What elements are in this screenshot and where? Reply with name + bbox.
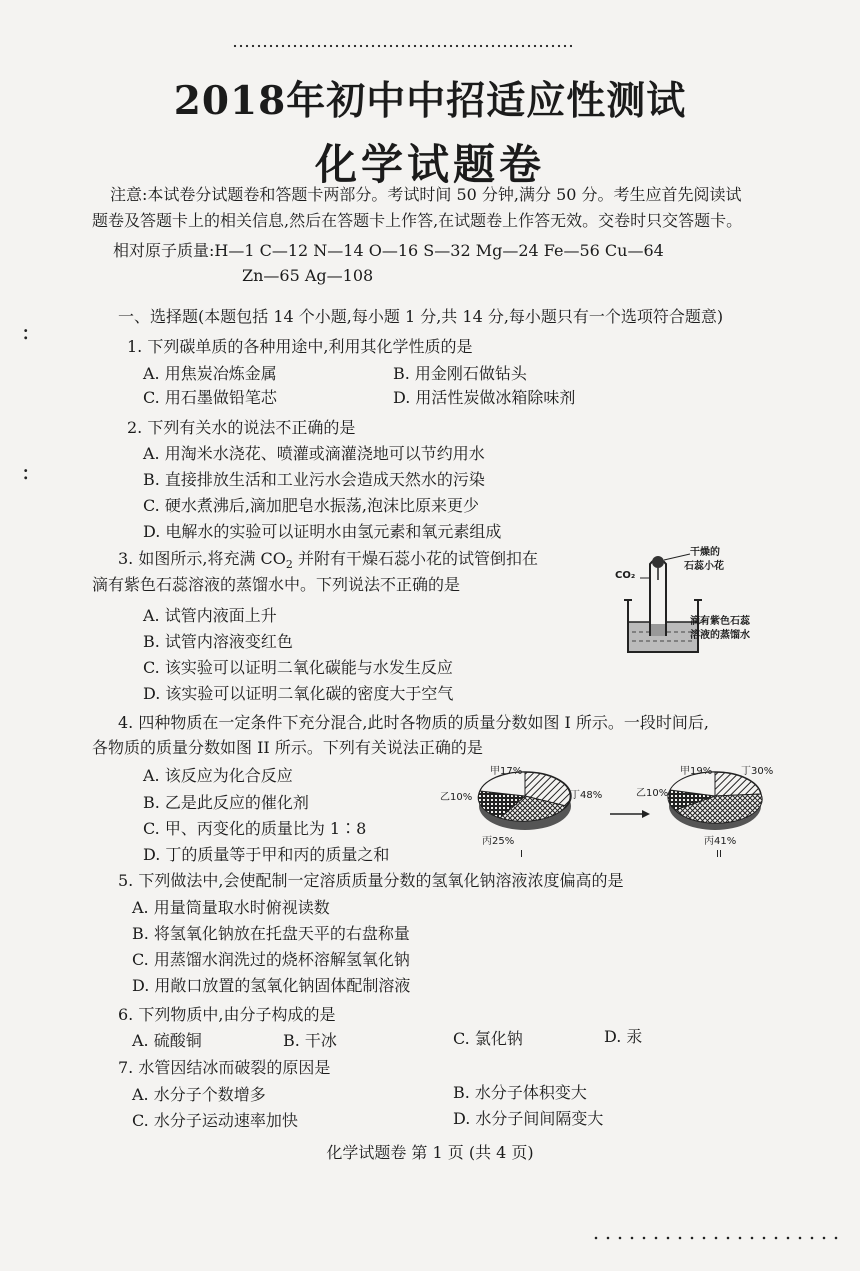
notice-line-1: 注意:本试卷分试题卷和答题卡两部分。考试时间 50 分钟,满分 50 分。考生应首先阅读试	[110, 185, 742, 204]
figure-label-liquid-2: 溶液的蒸馏水	[690, 630, 750, 641]
option-2a: A. 用淘米水浇花、喷灌或滴灌浇地可以节约用水	[143, 444, 485, 463]
option-4d: D. 丁的质量等于甲和丙的质量之和	[143, 845, 390, 864]
margin-mark: :	[22, 320, 30, 345]
option-3b: B. 试管内溶液变红色	[143, 632, 293, 651]
option-7a: A. 水分子个数增多	[132, 1085, 266, 1104]
question-3-stem-2: 滴有紫色石蕊溶液的蒸馏水中。下列说法不正确的是	[92, 575, 461, 594]
option-2b: B. 直接排放生活和工业污水会造成天然水的污染	[143, 470, 485, 489]
option-3d: D. 该实验可以证明二氧化碳的密度大于空气	[143, 684, 454, 703]
pie2-caption: II	[716, 849, 722, 860]
pie-chart-1	[478, 772, 571, 830]
question-7-stem: 7. 水管因结冰而破裂的原因是	[118, 1058, 331, 1077]
bottom-dotted-line	[590, 1236, 840, 1240]
pie1-label-ding: 丁48%	[570, 790, 603, 801]
option-3a: A. 试管内液面上升	[143, 606, 277, 625]
option-1b: B. 用金刚石做钻头	[393, 364, 527, 383]
figure-label-flower-1: 干燥的	[690, 547, 720, 558]
question-5-stem: 5. 下列做法中,会使配制一定溶质质量分数的氢氧化钠溶液浓度偏高的是	[118, 871, 624, 890]
pie1-label-bing: 丙25%	[482, 836, 515, 847]
exam-title: 2018年初中中招适应性测试	[173, 78, 687, 124]
option-4c: C. 甲、丙变化的质量比为 1∶8	[143, 819, 367, 838]
option-6c: C. 氯化钠	[453, 1029, 523, 1048]
pie2-label-ding: 丁30%	[741, 766, 774, 777]
option-4b: B. 乙是此反应的催化剂	[143, 793, 309, 812]
option-1d: D. 用活性炭做冰箱除味剂	[393, 388, 576, 407]
litmus-flower	[652, 556, 664, 568]
pie1-caption: I	[520, 849, 523, 860]
section-heading: 一、选择题(本题包括 14 个小题,每小题 1 分,共 14 分,每小题只有一个选项符合题意)	[118, 307, 724, 326]
option-7d: D. 水分子间间隔变大	[453, 1109, 604, 1128]
pie2-label-jia: 甲19%	[680, 766, 713, 777]
option-5d: D. 用敞口放置的氢氧化钠固体配制溶液	[132, 976, 411, 995]
pie1-label-jia: 甲17%	[490, 766, 523, 777]
top-dotted-line	[232, 44, 572, 48]
option-6d: D. 汞	[604, 1027, 643, 1046]
question-2-stem: 2. 下列有关水的说法不正确的是	[127, 418, 356, 437]
figure-label-liquid-1: 滴有紫色石蕊	[690, 616, 750, 627]
question-6-stem: 6. 下列物质中,由分子构成的是	[118, 1005, 336, 1024]
pie1-label-yi: 乙10%	[440, 792, 473, 803]
option-7b: B. 水分子体积变大	[453, 1083, 587, 1102]
option-1a: A. 用焦炭冶炼金属	[143, 364, 277, 383]
option-6a: A. 硫酸铜	[132, 1031, 202, 1050]
option-3c: C. 该实验可以证明二氧化碳能与水发生反应	[143, 658, 453, 677]
exam-subtitle: 化学试题卷	[314, 140, 545, 189]
question-4-stem: 4. 四种物质在一定条件下充分混合,此时各物质的质量分数如图 I 所示。一段时间后,	[118, 713, 710, 732]
pie-chart-2	[668, 772, 762, 830]
question-3-stem: 3. 如图所示,将充满 $CO_2$ 并附有干燥石蕊小花的试管倒扣在	[118, 549, 538, 572]
question-4-stem-2: 各物质的质量分数如图 II 所示。下列有关说法正确的是	[92, 738, 483, 757]
option-5b: B. 将氢氧化钠放在托盘天平的右盘称量	[132, 924, 410, 943]
option-5c: C. 用蒸馏水润洗过的烧杯溶解氢氧化钠	[132, 950, 410, 969]
option-2d: D. 电解水的实验可以证明水由氢元素和氧元素组成	[143, 522, 502, 541]
atomic-mass-line-2: Zn—65 Ag—108	[242, 266, 374, 285]
pie2-label-yi: 乙10%	[636, 788, 669, 799]
margin-mark: :	[22, 460, 30, 485]
notice-line-2: 题卷及答题卡上的相关信息,然后在答题卡上作答,在试题卷上作答无效。交卷时只交答题卡。	[92, 211, 743, 230]
option-4a: A. 该反应为化合反应	[143, 766, 293, 785]
pie2-label-bing: 丙41%	[704, 836, 737, 847]
option-2c: C. 硬水煮沸后,滴加肥皂水振荡,泡沫比原来更少	[143, 496, 480, 515]
page-footer: 化学试题卷 第 1 页 (共 4 页)	[326, 1143, 534, 1162]
question-1-stem: 1. 下列碳单质的各种用途中,利用其化学性质的是	[127, 337, 473, 356]
option-5a: A. 用量筒量取水时俯视读数	[132, 898, 330, 917]
option-6b: B. 干冰	[283, 1031, 337, 1050]
figure-label-flower-2: 石蕊小花	[684, 561, 724, 572]
atomic-mass-line-1: 相对原子质量:H—1 C—12 N—14 O—16 S—32 Mg—24 Fe—56 Cu—64	[113, 241, 664, 260]
option-7c: C. 水分子运动速率加快	[132, 1111, 298, 1130]
figure-label-co2: CO₂	[615, 570, 636, 581]
option-1c: C. 用石墨做铅笔芯	[143, 388, 277, 407]
